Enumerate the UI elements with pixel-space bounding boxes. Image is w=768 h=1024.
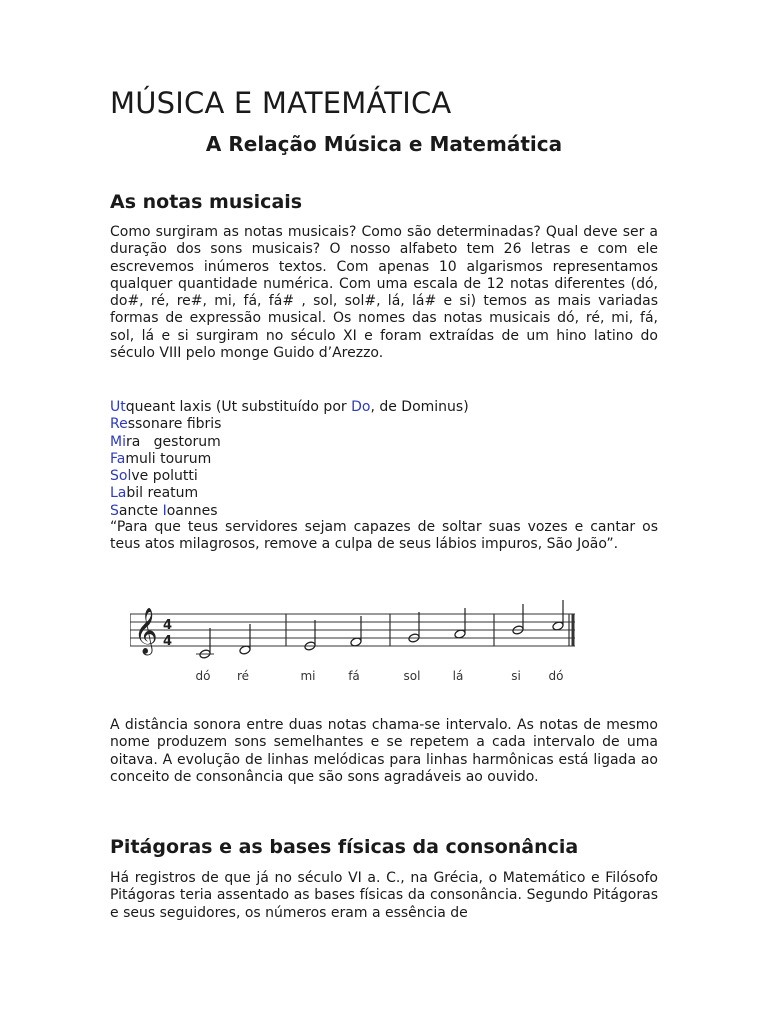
syllable-highlight: I: [162, 502, 167, 519]
music-staff-figure: [130, 600, 580, 692]
note-label: lá: [452, 669, 464, 683]
hymn-line: Mira gestorum: [110, 433, 221, 450]
note-label: mi: [300, 669, 316, 683]
note-label: dó: [195, 669, 211, 683]
note-label: fá: [348, 669, 360, 683]
hymn-line: Utqueant laxis (Ut substituído por Do, de Dominus): [110, 399, 469, 415]
hymn-line: Solve polutti: [110, 468, 198, 485]
treble-clef-icon: 𝄞: [134, 608, 158, 654]
staff-lines: [130, 614, 575, 646]
note-label: dó: [548, 669, 564, 683]
hymn-line: Labil reatum: [110, 485, 199, 502]
syllable-highlight: Re: [110, 416, 128, 433]
page-subtitle: A Relação Música e Matemática: [205, 132, 563, 156]
syllable-highlight: Mi: [110, 433, 126, 450]
syllable-highlight: Fa: [110, 450, 126, 467]
note-label: ré: [236, 669, 250, 683]
section-heading-notas: As notas musicais: [110, 191, 303, 213]
note-label: si: [511, 669, 521, 683]
paragraph-pitagoras: Há registros de que já no século VI a. C., na Grécia, o Matemático e Filósofo Pitágoras teria assentado as bases físicas da consonância. Segundo Pitágoras e seus seguidores, os números eram a essência de: [110, 870, 658, 921]
syllable-highlight: Sol: [110, 468, 132, 485]
hymn-line: Sancte Ioannes: [110, 502, 218, 519]
hymn-line: Ressonare fibris: [110, 416, 222, 433]
hymn-verses: [110, 399, 658, 520]
note-0: [196, 628, 214, 659]
syllable-highlight: La: [110, 485, 127, 502]
syllable-highlight: Do: [351, 399, 371, 415]
paragraph-notas: Como surgiram as notas musicais? Como são determinadas? Qual deve ser a duração dos sons musicais? O nosso alfabeto tem 26 letras e com ele escrevemos inúmeros textos. Com apenas 10 algarismos representamos qualquer quantidade numérica. Com uma escala de 12 notas diferentes (dó, do#, ré, re#, mi, fá, fá# , sol, sol#, lá, lá# e si) temos as mais variadas formas de expressão musical. Os nomes das notas musicais dó, ré, mi, fá, sol, lá e si surgiram no século XI e foram extraídas de um hino latino do século VIII pelo monge Guido d’Arezzo.: [110, 224, 658, 362]
paragraph-intervalo: A distância sonora entre duas notas chama-se intervalo. As notas de mesmo nome produzem sons semelhantes e se repetem a cada intervalo de uma oitava. A evolução de linhas melódicas para linhas harmônicas está ligada ao conceito de consonância que são sons agradáveis ao ouvido.: [110, 717, 658, 785]
note-labels-group: [196, 669, 564, 683]
hymn-line: Famuli tourum: [110, 450, 212, 467]
page-title: MÚSICA E MATEMÁTICA: [110, 86, 452, 120]
syllable-highlight: S: [110, 502, 119, 519]
time-signature-bottom: 4: [163, 634, 173, 649]
note-1: [239, 624, 251, 655]
note-5: [454, 608, 466, 639]
note-label: sol: [403, 669, 421, 683]
note-7: [552, 600, 564, 631]
note-3: [350, 616, 362, 647]
section-heading-pitagoras: Pitágoras e as bases físicas da consonância: [110, 836, 579, 858]
syllable-highlight: Ut: [110, 399, 126, 415]
time-signature-top: 4: [163, 618, 173, 633]
hymn-translation: “Para que teus servidores sejam capazes de soltar suas vozes e cantar os teus atos milagrosos, remove a culpa de seus lábios impuros, São João”.: [110, 519, 658, 553]
